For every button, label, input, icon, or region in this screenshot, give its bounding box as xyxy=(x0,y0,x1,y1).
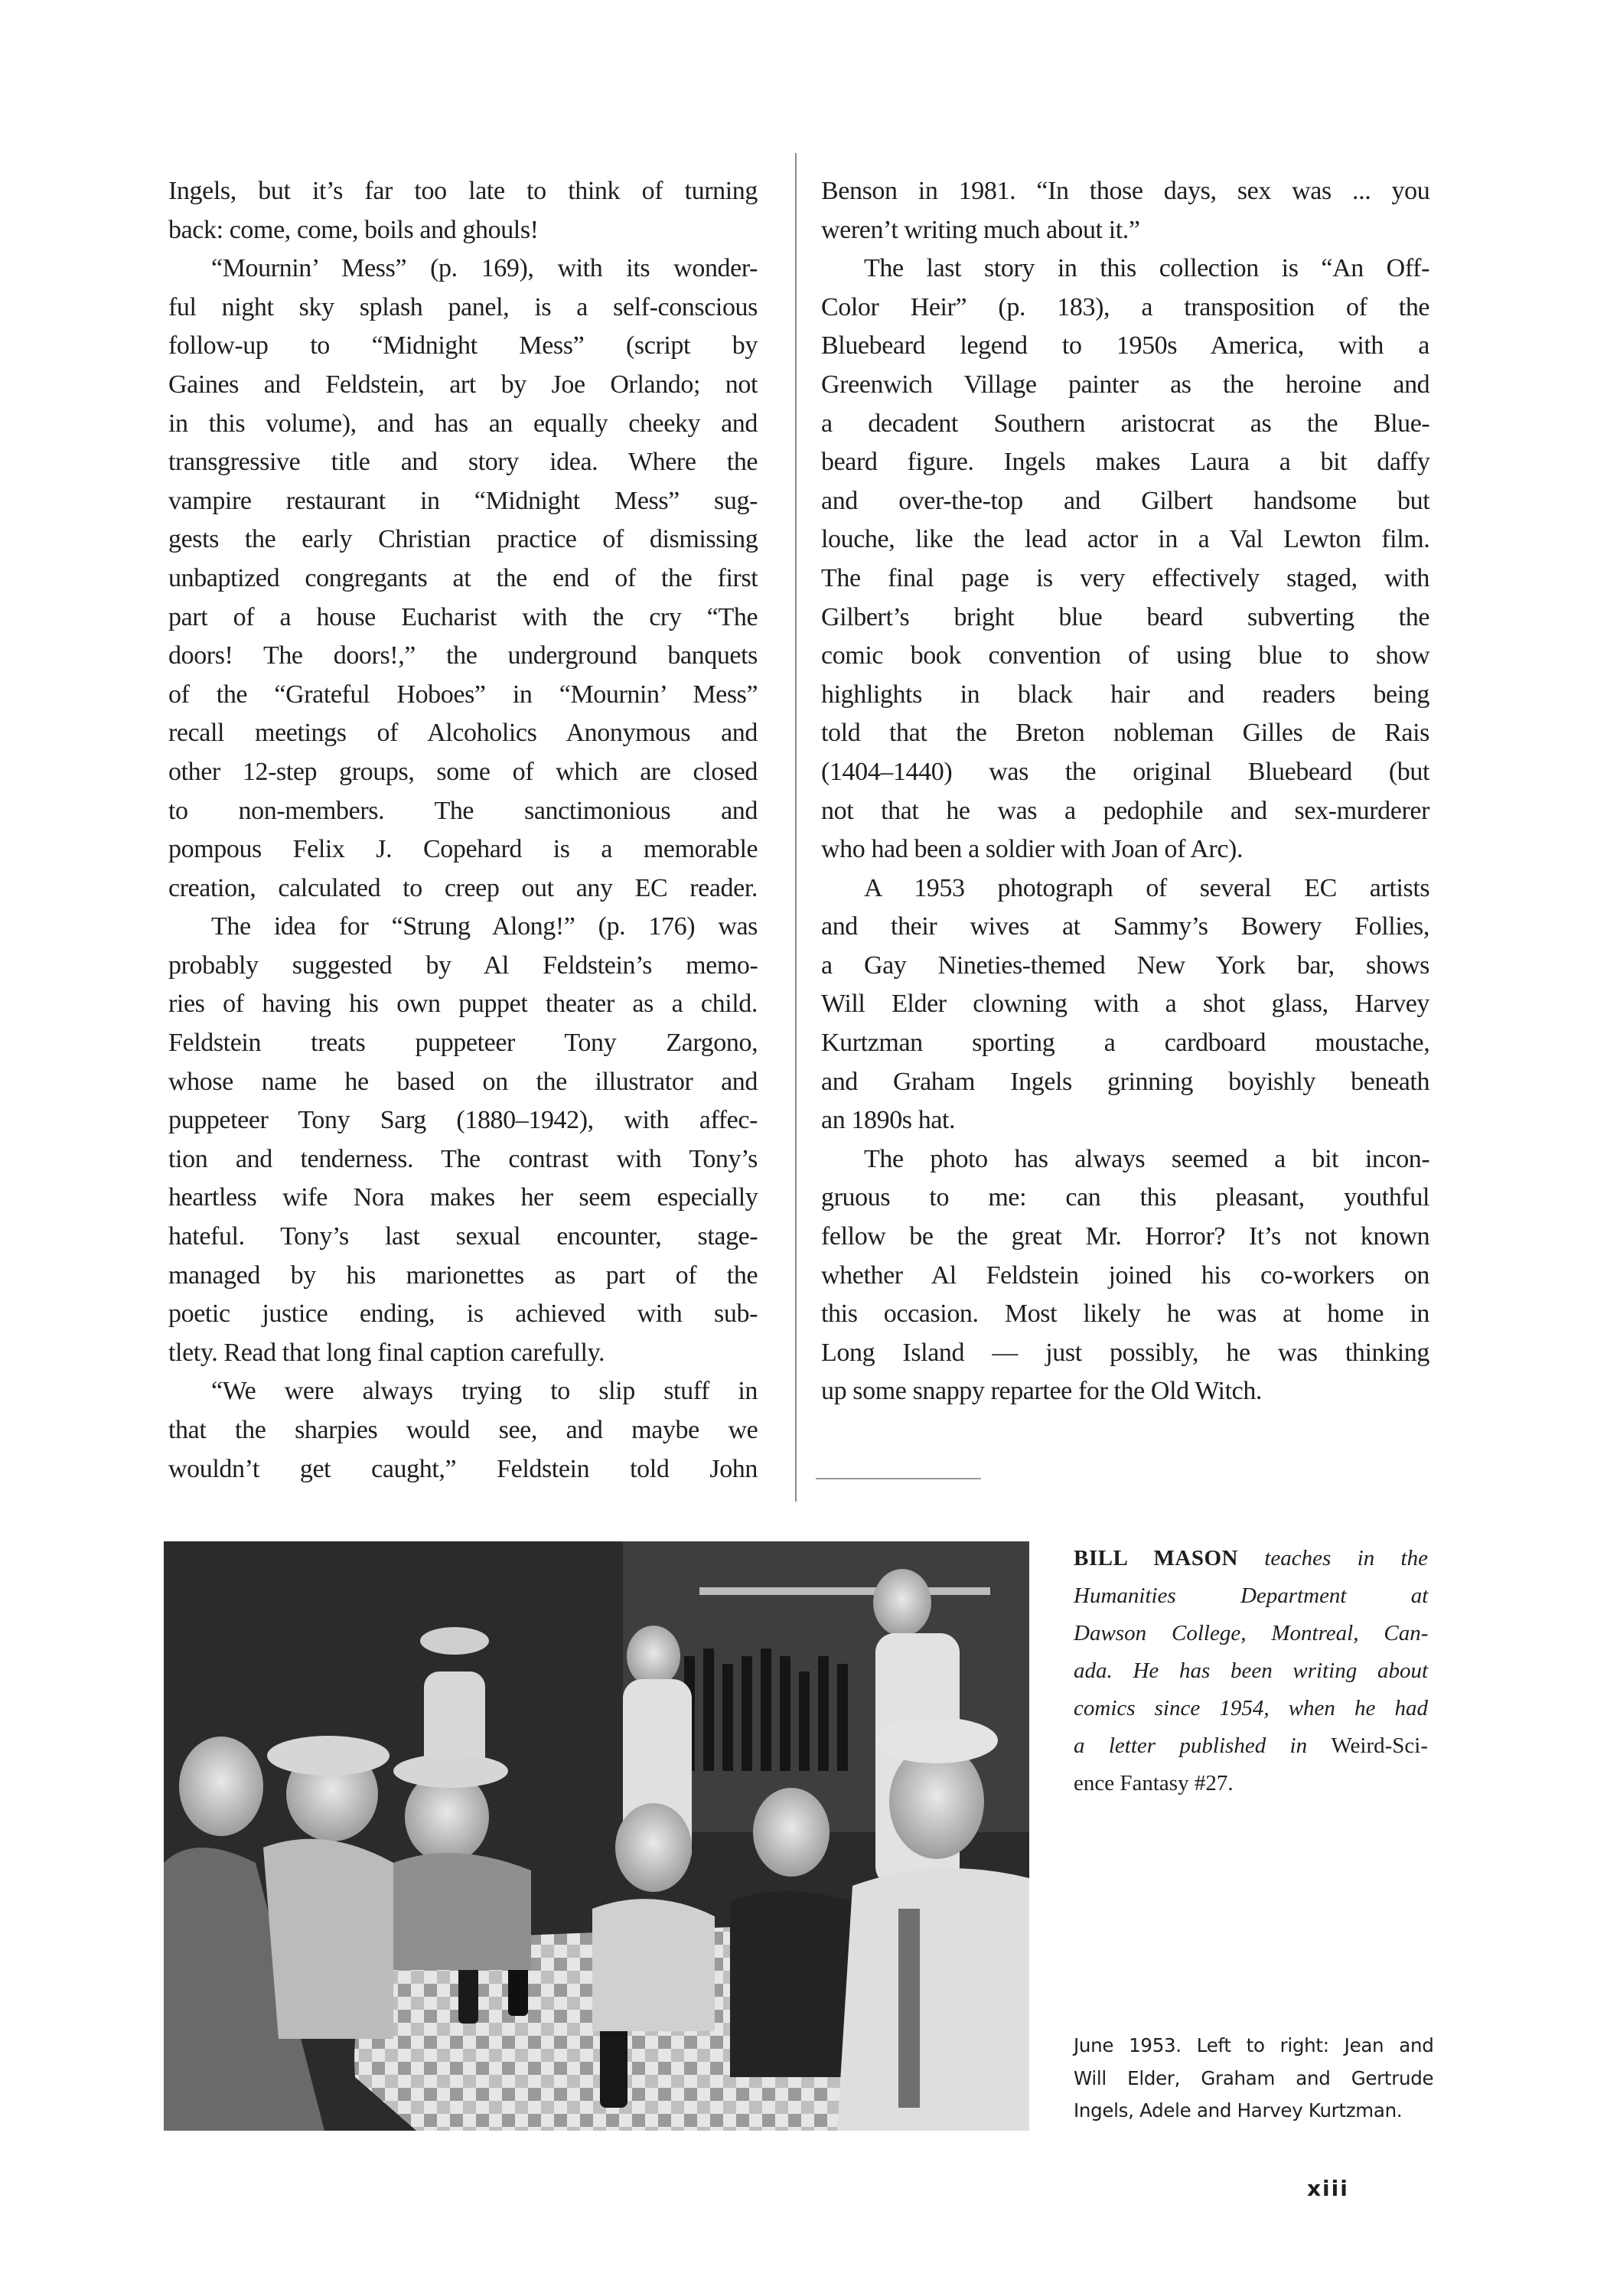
text-line: managed by his marionettes as part of the xyxy=(168,1261,758,1290)
text-line: follow-up to “Midnight Mess” (script by xyxy=(168,331,758,360)
text-line: ries of having his own puppet theater as a child. xyxy=(168,990,758,1019)
right-text-column xyxy=(821,172,1429,1411)
group-photo xyxy=(164,1541,1029,2131)
text-line: The last story in this collection is “An Off- xyxy=(864,254,1429,283)
text-line: a decadent Southern aristocrat as the Blue- xyxy=(821,409,1430,438)
bio-text: comics since 1954, when he had xyxy=(1074,1696,1428,1720)
text-line: who had been a soldier with Joan of Arc). xyxy=(821,835,1244,864)
text-line: and over-the-top and Gilbert handsome but xyxy=(821,486,1430,515)
text-line: Ingels, but it’s far too late to think of turning xyxy=(168,177,758,205)
text-line: beard figure. Ingels makes Laura a bit daffy xyxy=(821,448,1430,477)
text-line: gruous to me: can this pleasant, youthful xyxy=(821,1183,1430,1212)
bio-text: Humanities Department at xyxy=(1074,1583,1429,1608)
text-line: Long Island — just possibly, he was thinking xyxy=(821,1338,1429,1367)
bio-text: Weird-Sci- xyxy=(1331,1733,1428,1758)
text-line: puppeteer Tony Sarg (1880–1942), with affec- xyxy=(168,1106,758,1135)
text-line: told that the Breton nobleman Gilles de Rais xyxy=(821,719,1429,748)
text-line: Benson in 1981. “In those days, sex was ... you xyxy=(821,177,1430,205)
text-line: heartless wife Nora makes her seem especially xyxy=(168,1183,758,1212)
bio-line xyxy=(1074,1615,1428,1652)
text-line: louche, like the lead actor in a Val Lewton film. xyxy=(821,525,1430,554)
text-line: poetic justice ending, is achieved with sub- xyxy=(168,1300,758,1329)
bio-text: teaches in the xyxy=(1238,1546,1428,1570)
text-line: creation, calculated to creep out any EC reader. xyxy=(168,873,758,902)
text-line: in this volume), and has an equally cheeky and xyxy=(168,409,758,438)
column-divider xyxy=(795,153,797,1502)
bio-separator-rule xyxy=(816,1478,981,1479)
text-line: this occasion. Most likely he was at home in xyxy=(821,1300,1429,1329)
text-line: recall meetings of Alcoholics Anonymous and xyxy=(168,719,758,748)
bio-line xyxy=(1074,1577,1428,1615)
text-line: hateful. Tony’s last sexual encounter, stage- xyxy=(168,1222,758,1251)
text-line: Color Heir” (p. 183), a transposition of the xyxy=(821,292,1430,321)
bio-text: a letter published in xyxy=(1074,1733,1332,1758)
text-line: an 1890s hat. xyxy=(821,1106,956,1135)
text-line: Bluebeard legend to 1950s America, with a xyxy=(821,331,1429,360)
text-line: tion and tenderness. The contrast with Tony’s xyxy=(168,1144,758,1173)
text-line: Feldstein treats puppeteer Tony Zargono, xyxy=(168,1029,758,1058)
text-line: Will Elder clowning with a shot glass, Harvey xyxy=(821,990,1429,1019)
text-line: whether Al Feldstein joined his co-workers on xyxy=(821,1261,1429,1290)
text-line: The final page is very effectively staged, with xyxy=(821,563,1429,592)
left-text-column xyxy=(168,172,758,1489)
text-line: up some snappy repartee for the Old Witch. xyxy=(821,1377,1263,1406)
text-line: other 12-step groups, some of which are closed xyxy=(168,757,758,786)
photo-caption xyxy=(1074,2030,1433,2128)
caption-line: Will Elder, Graham and Gertrude xyxy=(1074,2066,1434,2089)
bio-line xyxy=(1074,1690,1428,1727)
text-line: tlety. Read that long final caption carefully. xyxy=(168,1338,605,1367)
text-line: The idea for “Strung Along!” (p. 176) was xyxy=(211,912,758,941)
text-line: A 1953 photograph of several EC artists xyxy=(864,873,1430,902)
text-line: comic book convention of using blue to show xyxy=(821,641,1430,670)
text-line: vampire restaurant in “Midnight Mess” sug- xyxy=(168,486,758,515)
text-line: wouldn’t get caught,” Feldstein told John xyxy=(168,1454,758,1483)
text-line: back: come, come, boils and ghouls! xyxy=(168,215,539,244)
text-line: part of a house Eucharist with the cry “The xyxy=(168,602,758,631)
text-line: gests the early Christian practice of dismissing xyxy=(168,525,758,554)
text-line: of the “Grateful Hoboes” in “Mournin’ Mess” xyxy=(168,680,758,709)
text-line: Gaines and Feldstein, art by Joe Orlando; not xyxy=(168,370,758,399)
text-line: a Gay Nineties-themed New York bar, shows xyxy=(821,951,1430,980)
text-line: (1404–1440) was the original Bluebeard (but xyxy=(821,757,1429,786)
author-name: BILL MASON xyxy=(1074,1546,1239,1570)
caption-line: Ingels, Adele and Harvey Kurtzman. xyxy=(1074,2099,1403,2122)
text-line: doors! The doors!,” the underground banquets xyxy=(168,641,758,670)
text-line: “Mournin’ Mess” (p. 169), with its wonder- xyxy=(211,254,758,283)
text-line: ful night sky splash panel, is a self-conscious xyxy=(168,292,758,321)
text-line: to non-members. The sanctimonious and xyxy=(168,796,758,825)
bio-text: Dawson College, Montreal, Can- xyxy=(1074,1621,1429,1645)
text-line: unbaptized congregants at the end of the first xyxy=(168,563,758,592)
text-line: fellow be the great Mr. Horror? It’s not known xyxy=(821,1222,1430,1251)
text-line: whose name he based on the illustrator and xyxy=(168,1067,758,1096)
bio-text: ence Fantasy #27. xyxy=(1074,1771,1234,1795)
text-line: and their wives at Sammy’s Bowery Follies, xyxy=(821,912,1429,941)
text-line: not that he was a pedophile and sex-murderer xyxy=(821,796,1429,825)
text-line: Greenwich Village painter as the heroine and xyxy=(821,370,1430,399)
caption-line: June 1953. Left to right: Jean and xyxy=(1074,2034,1434,2056)
text-line: weren’t writing much about it.” xyxy=(821,215,1140,244)
bio-line xyxy=(1074,1765,1428,1802)
text-line: Kurtzman sporting a cardboard moustache, xyxy=(821,1029,1430,1058)
photo-illustration xyxy=(164,1541,1029,2131)
text-line: “We were always trying to slip stuff in xyxy=(211,1377,758,1406)
text-line: highlights in black hair and readers being xyxy=(821,680,1429,709)
bio-line xyxy=(1074,1652,1428,1690)
bio-line xyxy=(1074,1540,1428,1577)
page-number: xiii xyxy=(1307,2176,1349,2201)
text-line: The photo has always seemed a bit incon- xyxy=(864,1144,1430,1173)
text-line: transgressive title and story idea. Where the xyxy=(168,448,758,477)
author-bio xyxy=(1074,1540,1428,1802)
bio-text: ada. He has been writing about xyxy=(1074,1658,1428,1683)
bio-line xyxy=(1074,1727,1428,1765)
text-line: pompous Felix J. Copehard is a memorable xyxy=(168,835,758,864)
text-line: Gilbert’s bright blue beard subverting the xyxy=(821,602,1430,631)
text-line: probably suggested by Al Feldstein’s memo- xyxy=(168,951,758,980)
text-line: that the sharpies would see, and maybe we xyxy=(168,1416,758,1444)
text-line: and Graham Ingels grinning boyishly beneath xyxy=(821,1067,1430,1096)
